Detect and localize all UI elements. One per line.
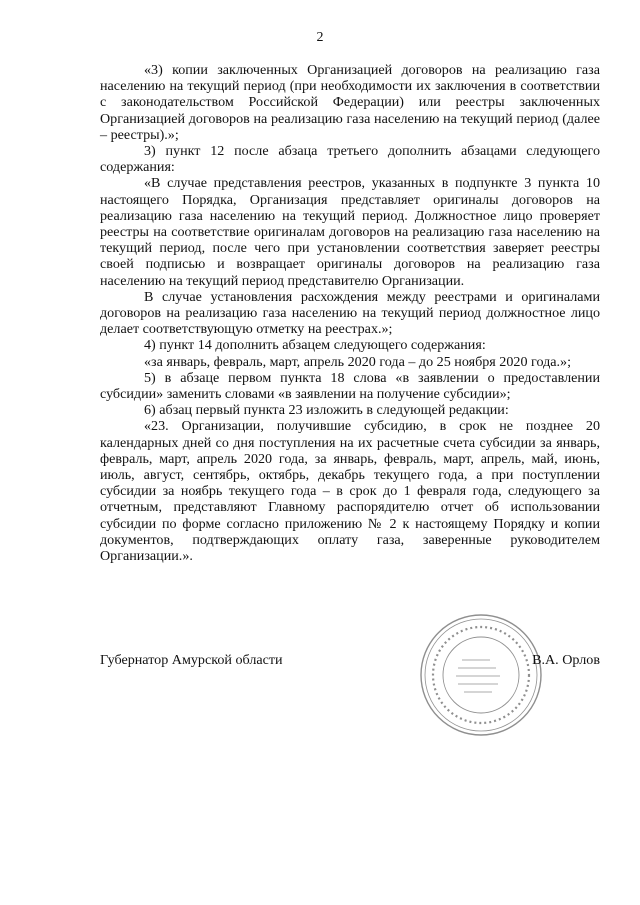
- page-number: 2: [316, 30, 324, 45]
- paragraph: 6) абзац первый пункта 23 изложить в следующей редакции:: [144, 402, 509, 419]
- document-body: [100, 62, 600, 564]
- paragraph: «за январь, февраль, март, апрель 2020 года – до 25 ноября 2020 года.»;: [144, 353, 572, 370]
- paragraph: 3) пункт 12 после абзаца третьего дополнить абзацами следующего содержания:: [100, 143, 600, 176]
- paragraph: 5) в абзаце первом пункта 18 слова «в заявлении о предоставлении субсидии» заменить словами «в заявлении на получение субсидии»;: [100, 369, 600, 403]
- paragraph: «В случае представления реестров, указанных в подпункте 3 пункта 10 настоящего Порядка, Организация представляет оригиналы договоров на реализацию газа населению на текущий период. Должностное лицо проверяет реестры на соответствие оригиналам договоров на реализацию газа населению на текущий период, после чего при установлении соответствия заверяет реестры своей подписью и возвращает оригиналы договоров на реализацию газа населению на текущий период представителю Организации.: [100, 175, 600, 289]
- paragraph: «23. Организации, получившие субсидию, в срок не позднее 20 календарных дней со дня поступления на их расчетные счета субсидии за январь, февраль, март, апрель 2020 года, за январь, февраль, март, апрель, май, июнь, июль, август, сентябрь, октябрь, декабрь текущего года, а при поступлении субсидии за ноябрь текущего года – в срок до 1 февраля года, следующего за отчетным, представляют Главному распорядителю отчет об использовании субсидии по форме согласно приложению № 2 к настоящему Порядку и копии документов, подтверждающих оплату газа, заверенные руководителем Организации.».: [100, 418, 600, 565]
- signatory-title: Губернатор Амурской области: [100, 652, 283, 668]
- official-seal-stamp: [418, 612, 544, 738]
- signatory-name: В.А. Орлов: [532, 652, 600, 668]
- paragraph: «3) копии заключенных Организацией договоров на реализацию газа населению на текущий период (при необходимости их заключения в соответствии с законодательством Российской Федерации) или реестры заключенных Организацией договоров на реализацию газа населению на текущий период (далее – реестры).»;: [100, 62, 600, 143]
- paragraph: 4) пункт 14 дополнить абзацем следующего содержания:: [144, 337, 486, 354]
- paragraph: В случае установления расхождения между реестрами и оригиналами договоров на реализацию газа населению на текущий период должностное лицо делает соответствующую отметку на реестрах.»;: [100, 288, 600, 338]
